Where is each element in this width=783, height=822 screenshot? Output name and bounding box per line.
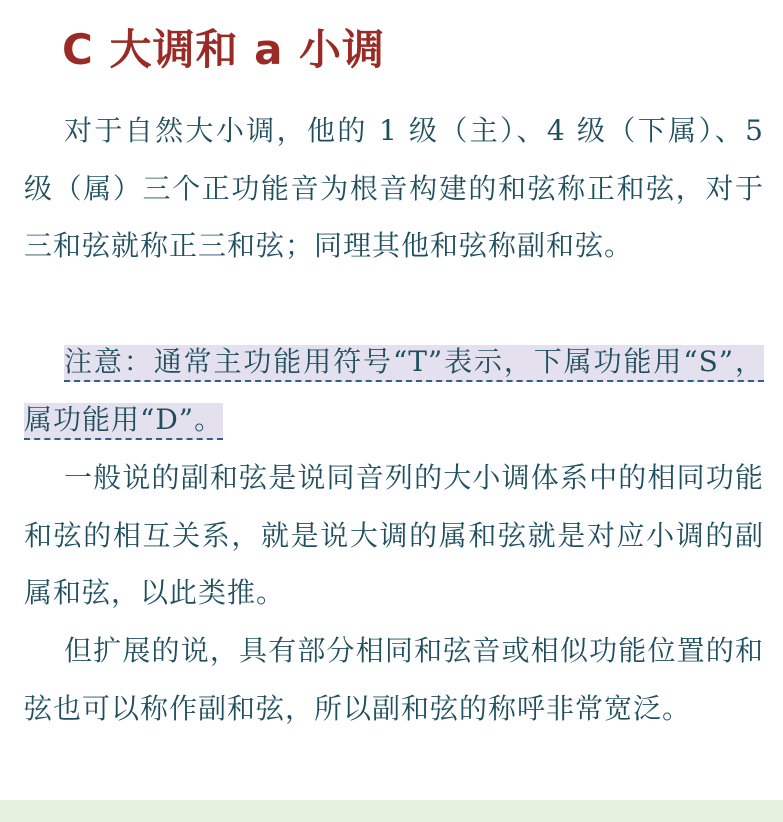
page-title: C 大调和 a 小调 — [62, 25, 386, 74]
paragraph-extended-meaning: 但扩展的说，具有部分相同和弦音或相似功能位置的和弦也可以称作副和弦，所以副和弦的称呼非常宽泛。 — [24, 634, 764, 725]
note-highlight: 注意：通常主功能用符号“T”表示，下属功能用“S”，属功能用“D”。 — [24, 345, 764, 440]
note-paragraph — [24, 333, 764, 448]
paragraph-primary-chords: 对于自然大小调，他的 1 级（主）、4 级（下属）、5 级（属）三个正功能音为根音构建的和弦称正和弦，对于三和弦就称正三和弦；同理其他和弦称副和弦。 — [24, 114, 764, 262]
footer-band — [0, 800, 783, 822]
paragraph-secondary-chords: 一般说的副和弦是说同音列的大小调体系中的相同功能和弦的相互关系，就是说大调的属和弦就是对应小调的副属和弦，以此类推。 — [24, 461, 764, 609]
